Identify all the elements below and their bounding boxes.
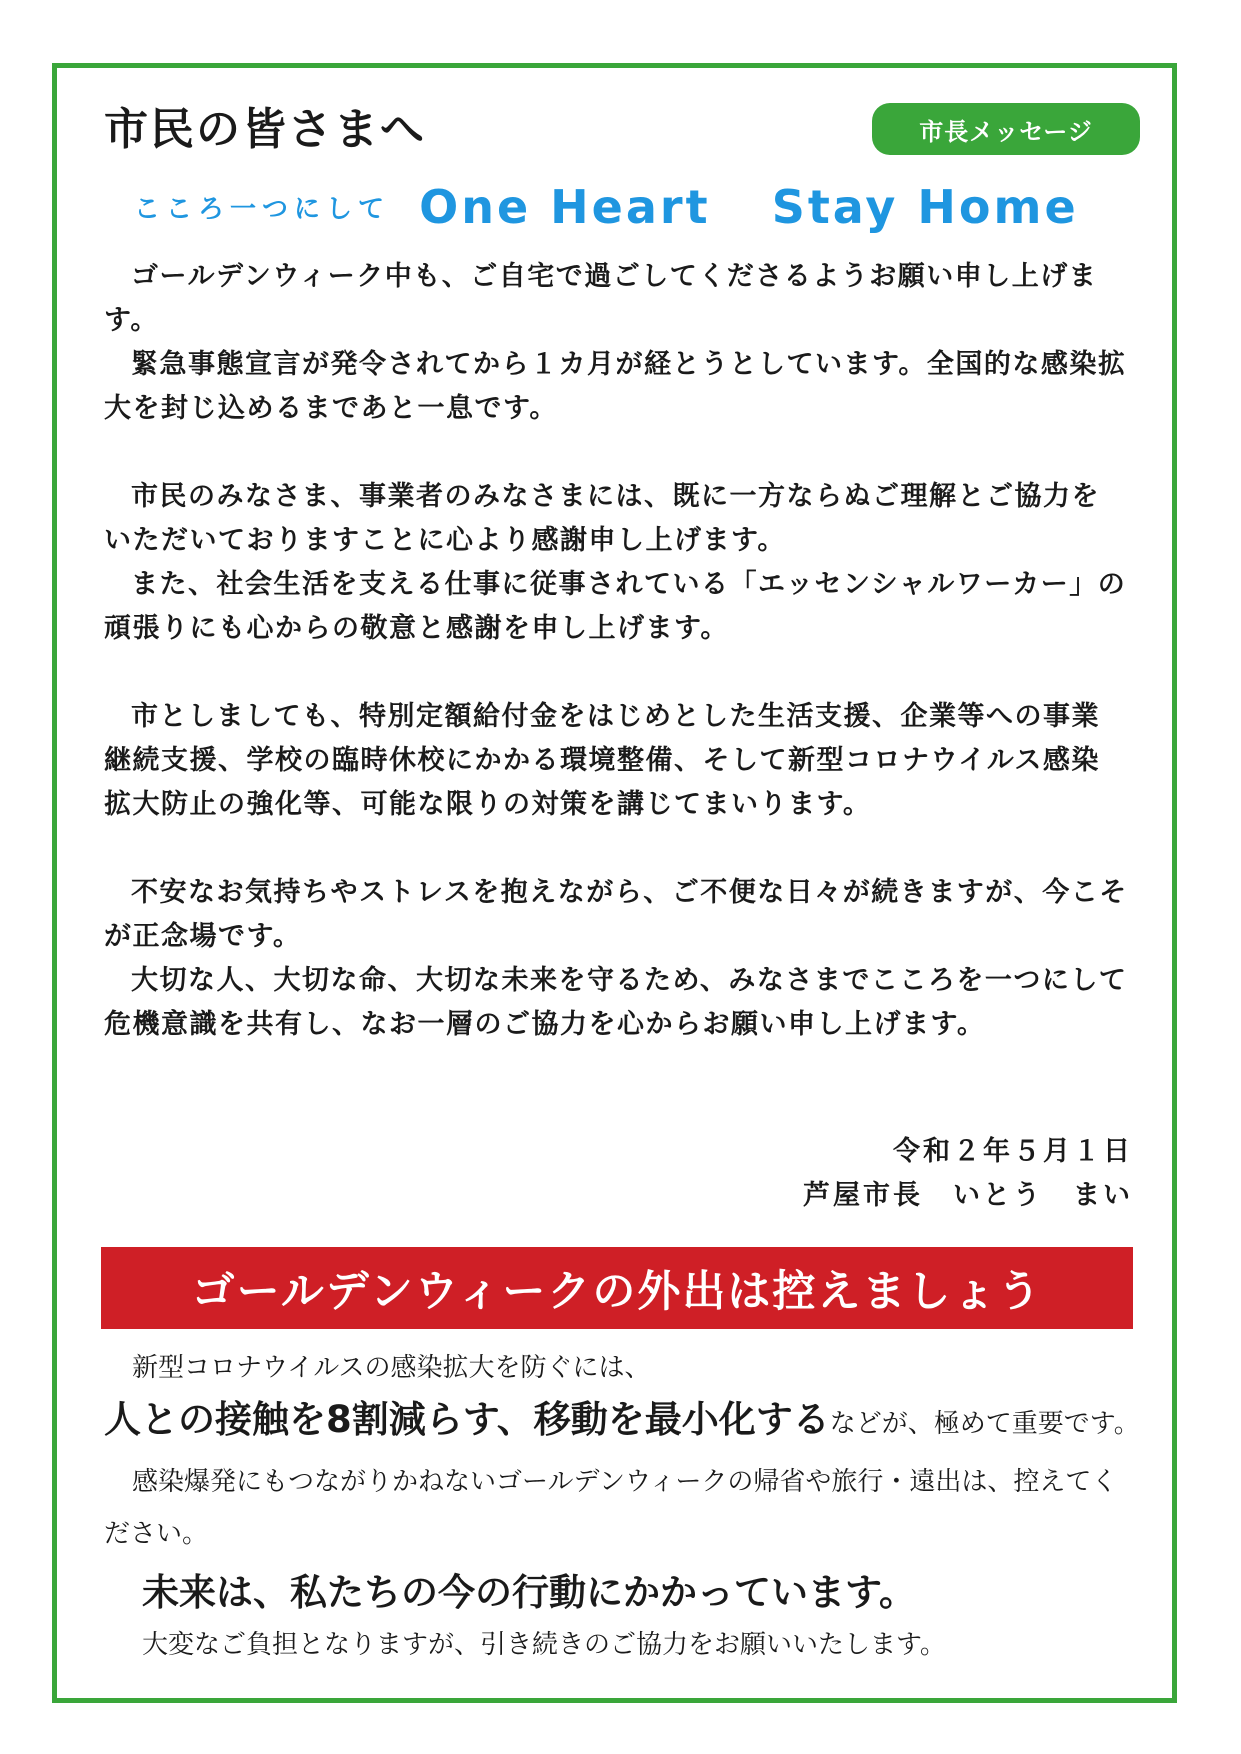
notice-section (104, 1345, 1140, 1668)
body-paragraph: 緊急事態宣言が発令されてから１カ月が経とうとしています。全国的な感染拡大を封じ込めるまであと一息です。 (104, 349, 1127, 424)
slogan-japanese: こころ一つにして (134, 194, 391, 225)
notice-line-1: 新型コロナウイルスの感染拡大を防ぐには、 (132, 1353, 651, 1383)
slogan (134, 180, 1079, 234)
mayor-message-badge: 市長メッセージ (872, 103, 1140, 155)
body-paragraph: 大切な人、大切な命、大切な未来を守るため、みなさまでこころを一つにして危機意識を共有し、なお一層のご協力を心からお願い申し上げます。 (104, 965, 1128, 1040)
message-body (104, 255, 1128, 1047)
body-paragraph: 不安なお気持ちやストレスを抱えながら、ご不便な日々が続きますが、今こそが正念場です。 (104, 877, 1128, 952)
slogan-one-heart: One Heart (419, 180, 711, 234)
body-paragraph: ゴールデンウィーク中も、ご自宅で過ごしてくださるようお願い申し上げます。 (104, 261, 1098, 336)
paragraph-gap (104, 431, 1128, 475)
signature-date: 令和２年５月１日 (893, 1136, 1133, 1167)
body-paragraph: 市としましても、特別定額給付金をはじめとした生活支援、企業等への事業継続支援、学校の臨時休校にかかる環境整備、そして新型コロナウイルス感染拡大防止の強化等、可能な限りの対策を講じてまいります。 (104, 701, 1100, 820)
signature-name: 芦屋市長 いとう まい (803, 1180, 1133, 1211)
notice-line-3: 感染爆発にもつながりかねないゴールデンウィークの帰省や旅行・遠出は、控えてください。 (104, 1467, 1118, 1549)
signature-block (803, 1130, 1133, 1218)
slogan-stay-home: Stay Home (771, 180, 1079, 234)
notice-line-2-rest: などが、極めて重要です。 (829, 1409, 1140, 1439)
notice-emphasis: 人との接触を8割減らす、移動を最小化する (104, 1398, 830, 1441)
notice-headline: 未来は、私たちの今の行動にかかっています。 (142, 1571, 917, 1614)
paragraph-gap (104, 651, 1128, 695)
warning-banner: ゴールデンウィークの外出は控えましょう (101, 1247, 1133, 1329)
page-title: 市民の皆さまへ (104, 104, 426, 155)
notice-line-2 (104, 1391, 1140, 1456)
notice-line-5: 大変なご負担となりますが、引き続きのご協力をお願いいたします。 (142, 1630, 946, 1660)
paragraph-gap (104, 827, 1128, 871)
body-paragraph: 市民のみなさま、事業者のみなさまには、既に一方ならぬご理解とご協力をいただいておりますことに心より感謝申し上げます。 (104, 481, 1100, 556)
body-paragraph: また、社会生活を支える仕事に従事されている「エッセンシャルワーカー」の頑張りにも心からの敬意と感謝を申し上げます。 (104, 569, 1127, 644)
